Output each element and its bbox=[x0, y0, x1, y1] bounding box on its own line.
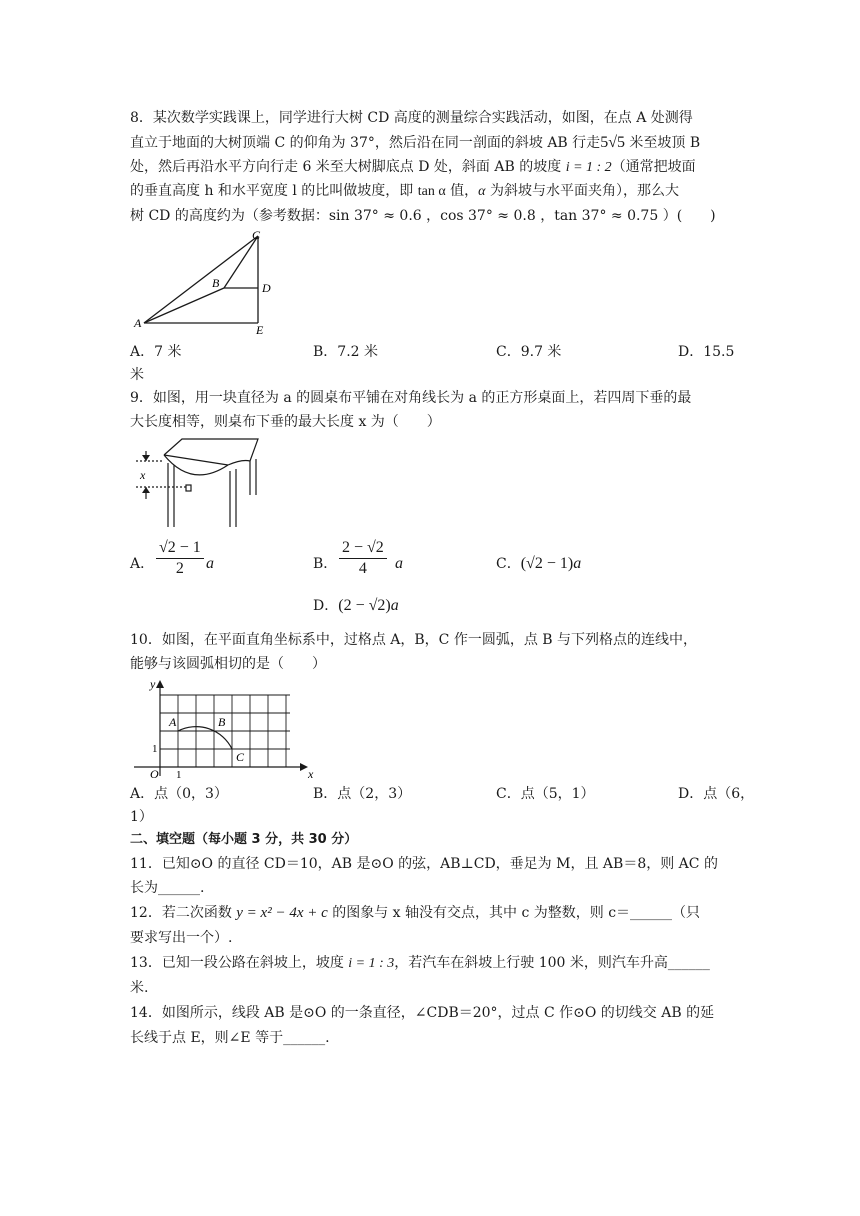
q10-grid bbox=[160, 695, 290, 767]
q8-option-b: B．7.2 米 bbox=[313, 344, 379, 360]
q9-option-b-label: B． bbox=[313, 556, 338, 572]
q13-line-1 bbox=[130, 953, 710, 974]
q8-option-d-cont: 米 bbox=[130, 367, 144, 383]
q11-line-1: 11．已知⊙O 的直径 CD＝10，AB 是⊙O 的弦，AB⊥CD，垂足为 M，且 AB＝8，则 AC 的 bbox=[130, 856, 718, 872]
q9-option-b-numerator: 2 − √2 bbox=[339, 538, 387, 559]
q12-quadratic-math: y = x² − 4x + c bbox=[236, 905, 328, 921]
q9-line-2: 大长度相等，则桌布下垂的最大长度 x 为（ ） bbox=[130, 414, 441, 430]
q8-line-1: 8．某次数学实践课上，同学进行大树 CD 高度的测量综合实践活动，如图，在点 A 处测得 bbox=[130, 110, 693, 126]
q10-option-a: A．点（0，3） bbox=[130, 786, 228, 802]
q8-option-a: A．7 米 bbox=[130, 344, 182, 360]
q14-line-1: 14．如图所示，线段 AB 是⊙O 的一条直径，∠CDB＝20°，过点 C 作⊙O 的切线交 AB 的延 bbox=[130, 1005, 715, 1021]
q10-label-one-y: 1 bbox=[152, 743, 158, 755]
q9-option-d-label: D． bbox=[313, 598, 339, 614]
q10-option-d-cont: 1） bbox=[130, 809, 153, 825]
q10-label-y: y bbox=[150, 677, 156, 691]
q9-option-c-label: C． bbox=[496, 556, 521, 572]
q8-line-4a: 的垂直高度 h 和水平宽度 l 的比叫做坡度，即 bbox=[130, 183, 418, 199]
q9-option-d-var: a bbox=[390, 597, 399, 614]
q10-line-2: 能够与该圆弧相切的是（ ） bbox=[130, 656, 326, 672]
q9-label-x: x bbox=[140, 468, 146, 482]
q9-arrow-up-icon bbox=[142, 487, 150, 493]
q10-option-c: C．点（5，1） bbox=[496, 786, 595, 802]
q13-line-2: 米. bbox=[130, 980, 149, 996]
q9-option-a-denominator: 2 bbox=[175, 560, 184, 577]
q8-alpha: α bbox=[478, 184, 486, 199]
q8-label-c: C bbox=[252, 228, 261, 242]
q9-option-b-fraction bbox=[339, 538, 387, 579]
q9-arrow-down-icon bbox=[142, 455, 150, 461]
q9-line-1: 9．如图，用一块直径为 a 的圆桌布平铺在对角线长为 a 的正方形桌面上，若四周下垂的最 bbox=[130, 390, 692, 406]
q8-slope-math: i = 1 : 2 bbox=[565, 160, 612, 175]
q10-line-1: 10．如图，在平面直角坐标系中，过格点 A，B，C 作一圆弧，点 B 与下列格点的连线中， bbox=[130, 632, 698, 648]
q13-line-1a: 13．已知一段公路在斜坡上，坡度 bbox=[130, 955, 349, 971]
q12-line-1 bbox=[130, 903, 700, 923]
q10-label-o: O bbox=[150, 767, 159, 780]
q9-option-c-var: a bbox=[573, 555, 582, 572]
q8-line-3 bbox=[130, 157, 696, 178]
q8-line-4b: 值， bbox=[445, 183, 479, 199]
q8-label-b: B bbox=[212, 276, 220, 290]
q8-tan-math: tan α bbox=[417, 184, 446, 199]
q9-option-b-denominator: 4 bbox=[358, 560, 367, 577]
q8-label-d: D bbox=[262, 281, 271, 295]
q12-line-2: 要求写出一个）. bbox=[130, 930, 233, 946]
q8-line-2a: 直立于地面的大树顶端 C 的仰角为 37°，然后沿在同一剖面的斜坡 AB 行走 bbox=[130, 135, 601, 151]
q9-option-a-label: A． bbox=[130, 556, 155, 572]
q8-label-e: E bbox=[256, 323, 264, 337]
q8-line-4d: 为斜坡与水平面夹角），那么大 bbox=[485, 183, 679, 199]
q8-option-c: C．9.7 米 bbox=[496, 344, 562, 360]
q8-line-5: 树 CD 的高度约为（参考数据：sin 37° ≈ 0.6 ，cos 37° ≈ 0.8 ，tan 37° ≈ 0.75 ）( ) bbox=[130, 208, 716, 224]
q10-label-c: C bbox=[236, 750, 245, 764]
q8-distance-math: 5√5 bbox=[600, 134, 625, 151]
q9-table-cloth-figure bbox=[130, 437, 270, 529]
q8-line-4 bbox=[130, 181, 679, 202]
q14-line-2: 长线于点 E，则∠E 等于______. bbox=[130, 1030, 330, 1046]
q8-label-a: A bbox=[134, 316, 142, 330]
q8-line-3a: 处，然后再沿水平方向行走 6 米至大树脚底点 D 处，斜面 AB 的坡度 bbox=[130, 159, 566, 175]
q10-grid-arc-figure bbox=[130, 676, 320, 780]
q9-option-d bbox=[313, 596, 399, 616]
q10-label-x: x bbox=[308, 767, 314, 780]
q9-option-b-var: a bbox=[395, 555, 403, 572]
q9-option-c-expr: (√2 − 1) bbox=[520, 555, 574, 572]
section-fill-in-heading: 二、填空题（每小题 3 分，共 30 分） bbox=[130, 832, 358, 847]
q8-line-3b: （通常把坡面 bbox=[611, 159, 696, 175]
q9-option-a-fraction bbox=[156, 538, 204, 579]
q9-option-a-var: a bbox=[206, 555, 214, 572]
q10-option-b: B．点（2，3） bbox=[313, 786, 412, 802]
q10-label-one-x: 1 bbox=[176, 769, 182, 780]
q12-line-1a: 12．若二次函数 bbox=[130, 905, 237, 921]
q9-option-d-expr: (2 − √2) bbox=[338, 597, 391, 614]
q9-option-c bbox=[496, 554, 581, 574]
q8-option-d: D．15.5 bbox=[678, 344, 735, 360]
q10-x-arrow-icon bbox=[300, 763, 308, 771]
q8-line-2 bbox=[130, 133, 700, 153]
q8-line-2b: 米至坡顶 B bbox=[624, 135, 701, 151]
q11-line-2: 长为______. bbox=[130, 880, 205, 896]
q8-tree-slope-figure bbox=[130, 226, 280, 338]
q10-label-b: B bbox=[218, 715, 226, 729]
q10-option-d: D．点（6， bbox=[678, 786, 755, 802]
q13-slope-math: i = 1 : 3 bbox=[348, 956, 395, 971]
q10-label-a: A bbox=[169, 715, 177, 729]
q13-line-1b: ，若汽车在斜坡上行驶 100 米，则汽车升高______ bbox=[394, 955, 710, 971]
q9-option-a-numerator: √2 − 1 bbox=[156, 538, 204, 559]
q10-arc bbox=[178, 727, 232, 749]
q10-y-arrow-icon bbox=[156, 680, 164, 688]
q12-line-1b: 的图象与 x 轴没有交点，其中 c 为整数，则 c＝______（只 bbox=[327, 905, 701, 921]
